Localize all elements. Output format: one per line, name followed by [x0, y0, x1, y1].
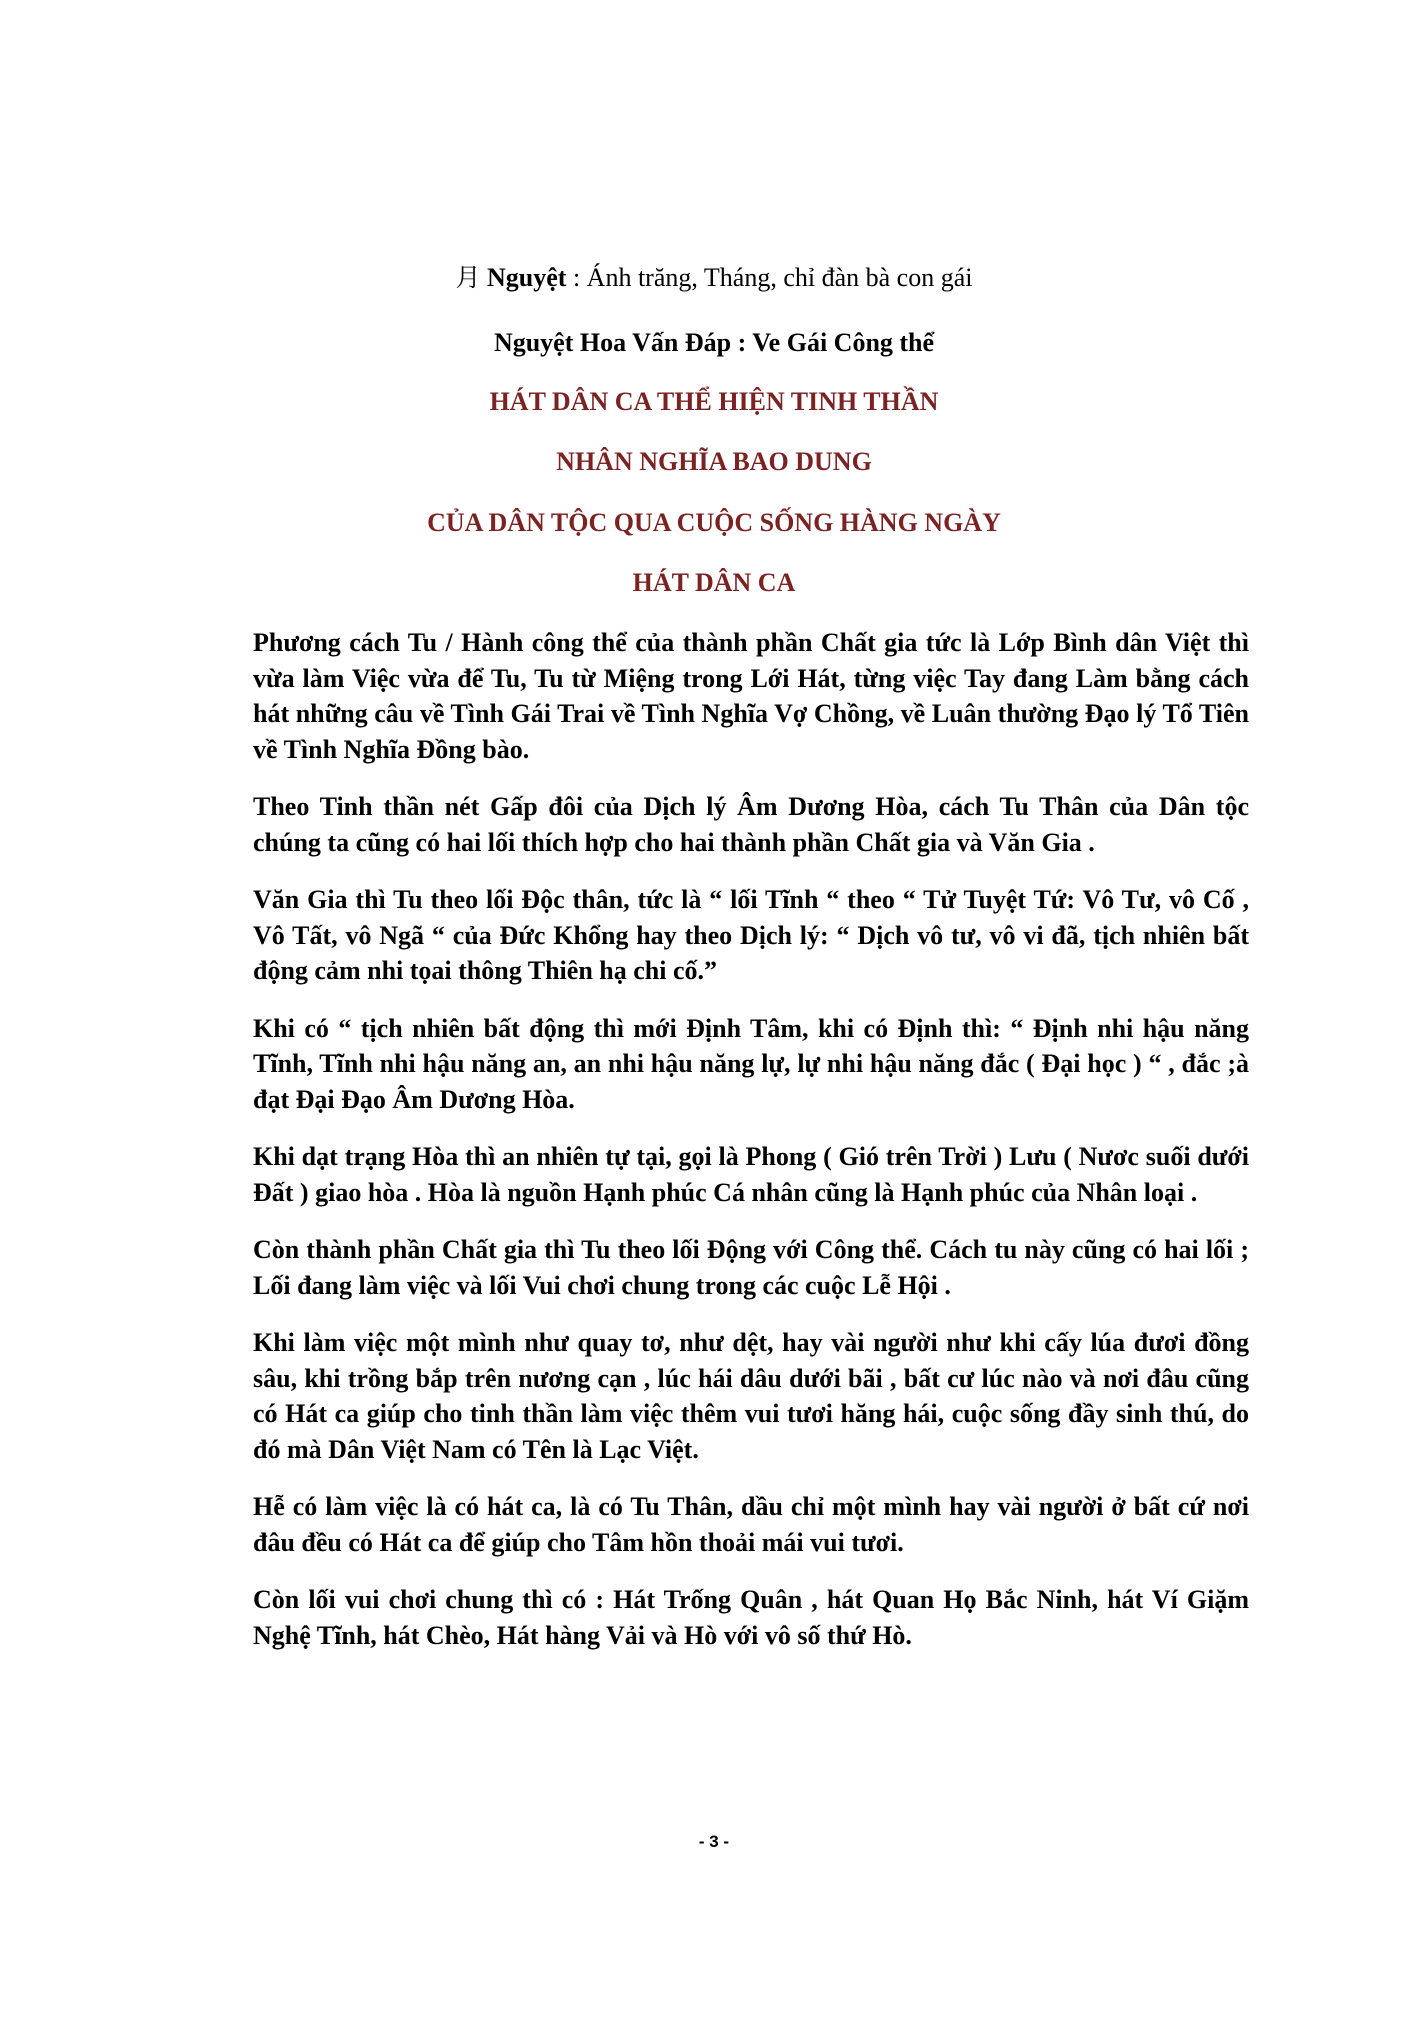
heading-line-2: NHÂN NGHĨA BAO DUNG [556, 447, 872, 476]
paragraph-1: Phương cách Tu / Hành công thể của thành phần Chất gia tức là Lớp Bình dân Việt thì vừa làm Việc vừa để Tu, Tu từ Miệng trong Lới Hát, từng việc Tay đang Làm bằng cách hát những câu về Tình Gái Trai về Tình Nghĩa Vợ Chồng, về Luân thường Đạo lý Tổ Tiên về Tình Nghĩa Đồng bào. [253, 628, 1249, 764]
title-term: Nguyệt [487, 263, 567, 292]
paragraph-2: Theo Tinh thần nét Gấp đôi của Dịch lý Âm Dương Hòa, cách Tu Thân của Dân tộc chúng ta cũng có hai lối thích hợp cho hai thành phần Chất gia và Văn Gia . [253, 792, 1249, 857]
paragraph-4: Khi có “ tịch nhiên bất động thì mới Định Tâm, khi có Định thì: “ Định nhi hậu năng Tĩnh, Tĩnh nhi hậu năng an, an nhi hậu năng lự, lự nhi hậu năng đắc ( Đại học ) “ , đắc ;à đạt Đại Đạo Âm Dương Hòa. [253, 1013, 1249, 1114]
paragraph-3: Văn Gia thì Tu theo lối Độc thân, tức là “ lối Tĩnh “ theo “ Tử Tuyệt Tứ: Vô Tư, vô Cố , Vô Tất, vô Ngã “ của Đức Khổng hay theo Dịch lý: “ Dịch vô tư, vô vi đã, tịch nhiên bất động cảm nhi tọai thông Thiên hạ chi cố.” [253, 885, 1249, 985]
paragraph-8: Hễ có làm việc là có hát ca, là có Tu Thân, dầu chỉ một mình hay vài người ở bất cứ nơi đâu đều có Hát ca để giúp cho Tâm hồn thoải mái vui tươi. [253, 1492, 1249, 1557]
page-number: - 3 - [698, 1832, 730, 1851]
body-text [253, 625, 1249, 1653]
paragraph-5: Khi dạt trạng Hòa thì an nhiên tự tại, gọi là Phong ( Gió trên Trời ) Lưu ( Nươc suối dưới Đất ) giao hòa . Hòa là nguồn Hạnh phúc Cá nhân cũng là Hạnh phúc của Nhân loại . [253, 1142, 1249, 1207]
paragraph-6: Còn thành phần Chất gia thì Tu theo lối Động với Công thể. Cách tu này cũng có hai lối ; Lối đang làm việc và lối Vui chơi chung trong các cuộc Lễ Hội . [253, 1235, 1249, 1300]
heading-line-3: CỦA DÂN TỘC QUA CUỘC SỐNG HÀNG NGÀY [427, 508, 1001, 537]
heading-line-4: HÁT DÂN CA [632, 568, 796, 597]
chinese-character: 月 [455, 263, 481, 292]
title-definition: : Ánh trăng, Tháng, chỉ đàn bà con gái [566, 263, 973, 292]
paragraph-9: Còn lối vui chơi chung thì có : Hát Trống Quân , hát Quan Họ Bắc Ninh, hát Ví Giặm Nghệ Tĩnh, hát Chèo, Hát hàng Vải và Hò với vô số thứ Hò. [253, 1585, 1249, 1650]
subtitle: Nguyệt Hoa Vấn Đáp : Ve Gái Công thể [493, 328, 935, 357]
heading-line-1: HÁT DÂN CA THỂ HIỆN TINH THẦN [489, 387, 939, 416]
paragraph-7: Khi làm việc một mình như quay tơ, như dệt, hay vài người như khi cấy lúa đươi đồng sâu, khi trồng bắp trên nương cạn , lúc hái dâu dưới bãi , bất cư lúc nào và nơi đâu cũng có Hát ca giúp cho tinh thần làm việc thêm vui tươi hăng hái, cuộc sống đầy sinh thú, do đó mà Dân Việt Nam có Tên là Lạc Việt. [253, 1328, 1249, 1464]
title-line [0, 258, 1428, 294]
